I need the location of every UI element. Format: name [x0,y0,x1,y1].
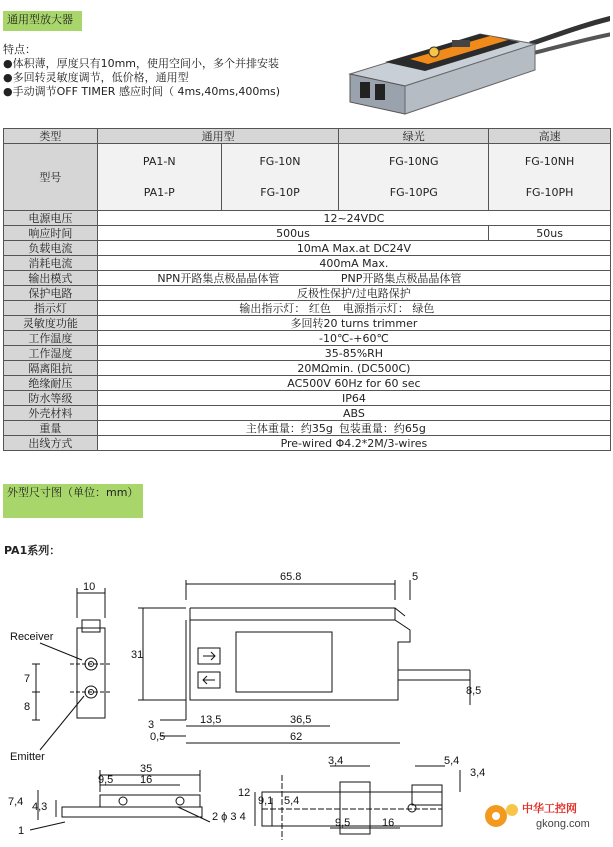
feature-item: ●体积薄，厚度只有10mm，使用空间小，多个并排安装 [3,57,280,70]
row-label: 电源电压 [4,211,98,226]
model-cell [489,144,611,211]
model-name: FG-10P [260,186,300,199]
dim-label: 3,4 [328,755,344,767]
dim-label: 3 [148,719,155,731]
header-green: 绿光 [339,129,489,144]
table-row [4,286,611,301]
feature-item: ●多回转灵敏度调节，低价格，通用型 [3,71,189,84]
table-row [4,331,611,346]
row-value: IP64 [97,391,610,406]
row-label: 灵敏度功能 [4,316,98,331]
dim-label: 5 [412,571,419,583]
table-row [4,376,611,391]
features-title: 特点： [3,43,36,56]
row-label: 消耗电流 [4,256,98,271]
dim-label: 7 [24,673,31,685]
model-name: FG-10NG [388,155,439,168]
model-name: FG-10PH [525,186,574,199]
dim-label: 12 [238,787,251,799]
dim-label: 31 [131,649,144,661]
model-name: PA1-N [142,155,176,168]
model-cell [221,144,339,211]
model-name: FG-10N [259,155,301,168]
table-row [4,256,611,271]
table-row [4,391,611,406]
features-block [3,43,323,99]
row-label: 出线方式 [4,436,98,451]
row-label: 工作温度 [4,331,98,346]
row-value: 50us [489,226,611,241]
row-value: 电源指示灯： 绿色 [339,301,611,316]
spec-table [3,128,611,451]
row-value: 包装重量：约65g [339,421,611,436]
row-label: 输出模式 [4,271,98,286]
series-label: PA1系列： [4,544,61,557]
row-value: 输出指示灯： 红色 [97,301,339,316]
row-label: 绝缘耐压 [4,376,98,391]
table-row [4,421,611,436]
header-fast: 高速 [489,129,611,144]
section-title-dimensions: 外型尺寸图（单位：mm） [3,484,143,518]
row-label: 防水等级 [4,391,98,406]
dim-label: 1 [18,825,25,837]
row-value: 多回转20 turns trimmer [97,316,610,331]
dim-label: 36,5 [290,714,312,726]
gear-icon [485,804,518,827]
row-value: 400mA Max. [97,256,610,271]
dim-label: 13,5 [200,714,222,726]
dim-label: 35 [140,763,153,775]
table-row [4,241,611,256]
dim-label: 10 [83,581,96,593]
header-general: 通用型 [97,129,339,144]
emitter-label: Emitter [10,751,45,763]
row-label: 响应时间 [4,226,98,241]
dim-label: 5,4 [444,755,460,767]
product-photo [330,4,610,122]
model-name: FG-10PG [389,186,438,199]
model-name: PA1-P [143,186,175,199]
table-row [4,346,611,361]
table-header-row [4,129,611,144]
dim-label: 8 [24,701,31,713]
dim-label: 65.8 [280,571,302,583]
row-value: Pre-wired Φ4.2*2M/3-wires [97,436,610,451]
table-row [4,316,611,331]
row-label: 外壳材料 [4,406,98,421]
row-value: ABS [97,406,610,421]
model-cell [97,144,221,211]
dim-label: 16 [382,817,395,829]
row-label: 负载电流 [4,241,98,256]
row-value: 反极性保护/过电路保护 [97,286,610,301]
dim-label: 3,4 [470,767,486,779]
feature-item: ●手动调节OFF TIMER 感应时间（ 4ms,40ms,400ms) [3,85,281,98]
row-value: 12~24VDC [97,211,610,226]
hole-label: 2 ϕ 3 4 [212,811,246,823]
dim-label: 7,4 [8,796,24,808]
table-row [4,406,611,421]
table-row [4,361,611,376]
dim-label: 4,3 [32,801,48,813]
row-value: 10mA Max.at DC24V [97,241,610,256]
dim-label: 0,5 [150,731,166,743]
model-cell [339,144,489,211]
model-name: FG-10NH [524,155,575,168]
row-label: 型号 [4,144,98,211]
row-label: 工作湿度 [4,346,98,361]
dim-label: 8,5 [466,685,482,697]
row-label: 保护电路 [4,286,98,301]
row-label: 指示灯 [4,301,98,316]
logo-url: gkong.com [536,818,590,830]
dim-label: 62 [290,731,303,743]
table-row [4,211,611,226]
row-value: PNP开路集点极晶晶体管 [339,271,611,286]
table-row [4,301,611,316]
dim-label: 16 [140,774,153,786]
row-value: -10℃-+60℃ [97,331,610,346]
table-row [4,436,611,451]
receiver-label: Receiver [10,631,54,643]
dim-label: 9,5 [335,817,351,829]
dim-label: 5,4 [284,795,300,807]
gkong-logo [478,796,610,836]
row-label: 重量 [4,421,98,436]
row-value: AC500V 60Hz for 60 sec [97,376,610,391]
row-value: 35-85%RH [97,346,610,361]
table-row [4,271,611,286]
section-title-amplifier: 通用型放大器 [3,11,82,31]
dim-label: 9,1 [258,795,274,807]
row-value: 主体重量：约35g [97,421,339,436]
header-type: 类型 [4,129,98,144]
row-label: 隔离阻抗 [4,361,98,376]
row-value: 20MΩmin. (DC500C) [97,361,610,376]
table-row [4,226,611,241]
dim-label: 9,5 [98,774,114,786]
table-row-models [4,144,611,211]
row-value: NPN开路集点极晶晶体管 [97,271,339,286]
row-value: 500us [97,226,488,241]
logo-text: 中华工控网 [522,802,577,815]
